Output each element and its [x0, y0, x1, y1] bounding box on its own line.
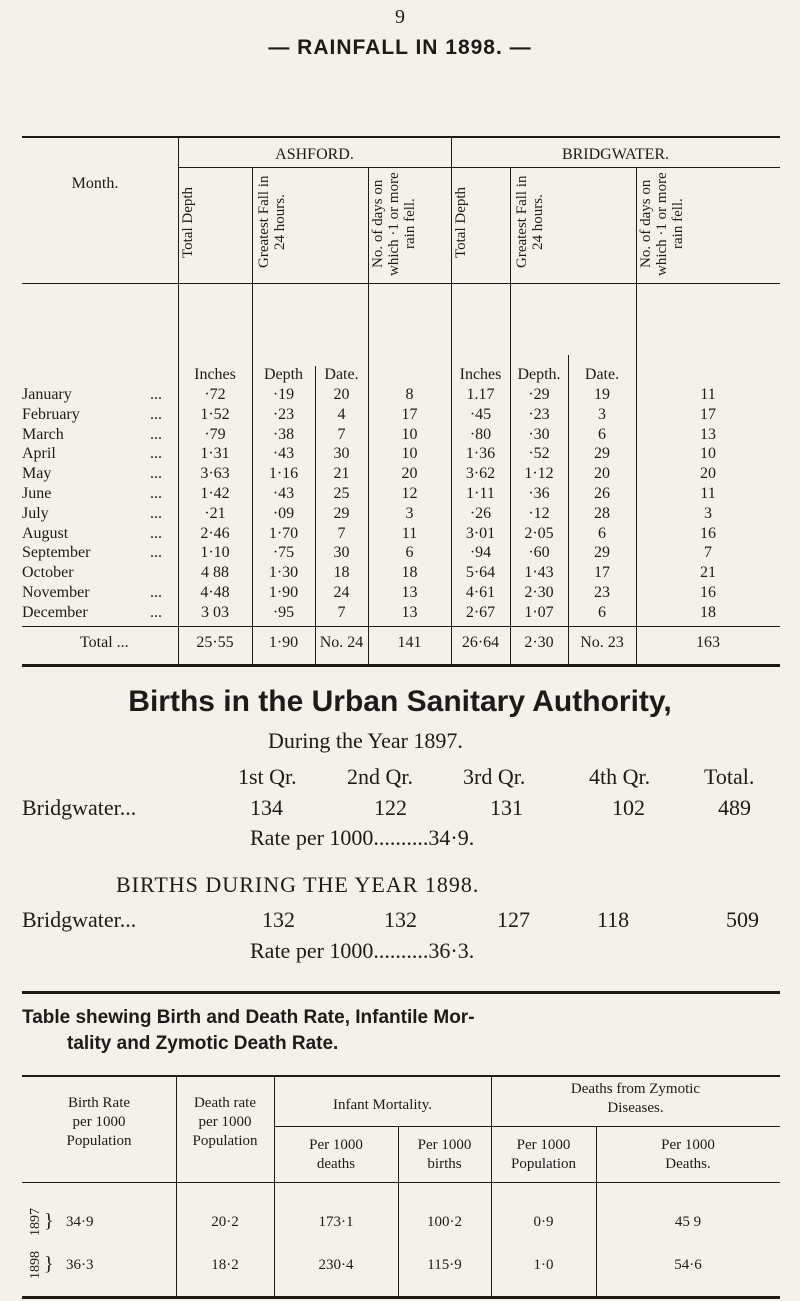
header-line: Population: [510, 1156, 576, 1172]
rain-cell-a-days: 13: [401, 584, 418, 601]
rain-cell-a-days: 20: [401, 465, 418, 483]
month-label: January: [22, 386, 72, 403]
rain-cell-a-days: 10: [401, 425, 418, 443]
rain-cell-b-date: 6: [598, 603, 606, 621]
rain-cell-b-days: 16: [700, 584, 716, 601]
col-header-total-depth: Total Depth: [453, 186, 469, 258]
rule: [22, 136, 780, 138]
rain-cell-b-total: ·45: [469, 405, 492, 423]
col-header-greatest-fall: Greatest Fall in 24 hours.: [256, 175, 288, 269]
brace: }: [44, 1210, 54, 1232]
rain-cell-b-days: 7: [704, 544, 712, 562]
rain-cell-b-days: 18: [700, 603, 716, 621]
rain-cell-a-depth: ·38: [272, 425, 295, 443]
rain-cell-a-date: 18: [333, 564, 350, 582]
rain-cell-b-total: ·26: [469, 504, 492, 522]
rate-value: 36·3: [66, 1257, 94, 1273]
rain-cell-b-total: 1.17: [466, 386, 495, 403]
rain-cell-a-days: 17: [401, 405, 418, 423]
rain-cell-b-total: 1·11: [466, 485, 495, 502]
rain-cell-b-total: 3·01: [465, 524, 496, 542]
rate-value: 173·1: [318, 1214, 354, 1230]
rain-cell-b-depth: 2·05: [524, 524, 554, 542]
rain-cell-b-date: 23: [594, 584, 610, 601]
col-header-rain-days: No. of days on which ·1 or more rain fell.: [638, 172, 686, 276]
rain-cell-b-total: 5·64: [465, 564, 496, 582]
rain-cell-b-total: 2·67: [465, 603, 496, 621]
rain-cell-a-date: 21: [333, 465, 350, 483]
header-zy-per-pop: [491, 1136, 596, 1174]
rain-cell-a-total: 3 03: [201, 603, 229, 621]
header-line: Deaths from Zymotic: [570, 1081, 701, 1097]
rain-cell-b-date: 20: [594, 465, 610, 483]
quarter-header: 3rd Qr.: [463, 764, 526, 789]
month-label: June: [22, 485, 52, 502]
month-header: Month.: [71, 175, 119, 192]
rain-cell-b-days: 13: [700, 425, 716, 443]
header-zymotic: [491, 1080, 780, 1118]
rain-cell-b-date: 29: [594, 544, 610, 562]
leader-dots: ...: [150, 603, 162, 621]
rain-cell-a-date: 7: [337, 603, 346, 621]
rain-cell-a-total: ·72: [204, 386, 226, 403]
rain-cell-b-days: 11: [700, 386, 716, 403]
births-title: Births in the Urban Sanitary Authority,: [128, 685, 672, 718]
rain-cell-b-depth: 2·30: [524, 584, 554, 601]
births-value: 102: [612, 795, 645, 820]
rain-cell-b-depth: 1·12: [524, 465, 554, 483]
rain-cell-a-depth: ·09: [272, 504, 295, 522]
births-value: 122: [374, 795, 407, 820]
rain-cell-b-days: 20: [700, 465, 716, 483]
rain-cell-b-date: 3: [598, 405, 606, 423]
rain-cell-a-depth: 1·30: [268, 564, 299, 582]
leader-dots: ...: [150, 544, 162, 562]
rain-cell-a-days: 12: [401, 485, 418, 502]
month-label: August: [22, 524, 69, 542]
rule: [178, 167, 780, 168]
station-header-ashford: ASHFORD.: [275, 146, 354, 163]
rain-cell-a-date: 30: [333, 445, 350, 463]
rain-cell-a-depth: ·43: [272, 485, 295, 502]
births-value: 134: [250, 795, 283, 820]
rain-cell-b-depth: ·23: [528, 405, 550, 423]
header-line: Birth Rate: [67, 1095, 131, 1111]
leader-dots: ...: [150, 405, 162, 423]
month-label: September: [22, 544, 91, 562]
rain-cell-b-depth: 1·43: [524, 564, 554, 582]
rain-cell-a-date: 4: [337, 405, 346, 423]
header-inf-per-deaths: [274, 1136, 398, 1174]
rate-value: 1·0: [533, 1257, 554, 1273]
rate-value: 100·2: [427, 1214, 462, 1230]
leader-dots: ...: [150, 445, 162, 463]
header-zy-per-deaths: [596, 1136, 780, 1174]
rule: [491, 1126, 780, 1127]
rain-cell-a-date: 25: [333, 485, 350, 502]
rain-cell-a-depth: ·23: [272, 405, 295, 423]
rain-cell-b-total: 1·36: [465, 445, 496, 463]
unit-label: Inches: [194, 366, 236, 383]
births-value: 132: [262, 907, 295, 932]
rate-value: 0·9: [533, 1214, 554, 1230]
rain-cell-b-total: 4·61: [465, 584, 496, 601]
brace: }: [44, 1253, 54, 1275]
header-line: per 1000: [198, 1114, 252, 1130]
total-value: 25·55: [196, 634, 234, 651]
rain-cell-b-days: 11: [700, 485, 716, 502]
rule: [22, 991, 780, 994]
rain-cell-b-depth: ·29: [528, 386, 550, 403]
births-1898-heading: BIRTHS DURING THE YEAR 1898.: [116, 872, 480, 897]
header-line: per 1000: [72, 1114, 126, 1130]
col-header-total-depth: Total Depth: [180, 186, 196, 258]
rain-cell-b-total: 3·62: [465, 465, 496, 483]
rain-cell-b-depth: ·60: [528, 544, 550, 562]
rule: [22, 664, 780, 667]
births-value: 127: [497, 907, 530, 932]
rain-cell-b-date: 6: [598, 425, 606, 443]
rain-cell-a-depth: ·19: [272, 386, 295, 403]
rain-cell-b-days: 17: [700, 405, 716, 423]
leader-dots: ...: [150, 485, 162, 502]
header-line: Per 1000: [516, 1137, 571, 1153]
month-label: November: [22, 584, 90, 601]
rain-cell-b-total: ·80: [469, 425, 492, 443]
rain-cell-a-days: 10: [401, 445, 418, 463]
rain-cell-a-total: 4 88: [201, 564, 229, 582]
rain-cell-a-depth: 1·90: [268, 584, 299, 601]
rain-cell-a-total: 1·52: [200, 405, 230, 423]
rain-cell-b-total: ·94: [469, 544, 492, 562]
births-value: 132: [384, 907, 417, 932]
year-label: 1898: [28, 1251, 43, 1279]
rain-cell-b-date: 19: [594, 386, 610, 403]
rain-cell-a-date: 30: [333, 544, 350, 562]
place-label: Bridgwater...: [22, 795, 137, 820]
unit-label: Inches: [459, 366, 502, 383]
births-value: 131: [490, 795, 523, 820]
header-line: Per 1000: [309, 1137, 363, 1153]
rain-cell-a-total: 4·48: [200, 584, 230, 601]
header-line: Population: [192, 1133, 258, 1149]
month-label: July: [22, 504, 49, 522]
total-value: 2·30: [524, 634, 554, 651]
unit-label: Date.: [324, 366, 359, 383]
total-value: 26·64: [461, 634, 500, 651]
rain-cell-a-total: 1·31: [200, 445, 230, 463]
unit-label: Depth.: [517, 366, 561, 383]
col-header-greatest-fall: Greatest Fall in 24 hours.: [514, 175, 546, 269]
header-line: Death rate: [193, 1095, 257, 1111]
rain-cell-b-days: 16: [700, 524, 716, 542]
quarter-header: 2nd Qr.: [347, 764, 413, 789]
leader-dots: ...: [150, 584, 162, 601]
birth-rate-1898: Rate per 1000..........36·3.: [250, 938, 475, 963]
quarter-header: 4th Qr.: [589, 764, 651, 789]
header-inf-per-births: [398, 1136, 491, 1174]
births-value: 118: [597, 907, 630, 932]
total-label: Total ...: [80, 634, 129, 651]
header-line: deaths: [316, 1156, 356, 1172]
unit-label: Depth: [263, 366, 304, 383]
rate-value: 20·2: [211, 1214, 239, 1230]
rain-cell-b-depth: 1·07: [524, 603, 554, 621]
rate-value: 115·9: [427, 1257, 462, 1273]
rate-value: 54·6: [674, 1257, 702, 1273]
header-line: Per 1000: [661, 1137, 715, 1153]
page-number: 9: [395, 6, 405, 28]
rule: [22, 1296, 780, 1299]
rain-cell-a-date: 7: [337, 524, 346, 542]
rule: [22, 1182, 780, 1183]
total-value: No. 23: [580, 634, 624, 651]
month-label: May: [22, 465, 52, 483]
header-line: births: [427, 1156, 462, 1172]
rain-cell-b-days: 3: [704, 504, 712, 522]
rule: [22, 626, 780, 627]
place-label: Bridgwater...: [22, 907, 137, 932]
header-death-rate: [176, 1094, 274, 1151]
rule: [274, 1126, 491, 1127]
station-header-bridgwater: BRIDGWATER.: [561, 146, 670, 163]
rain-cell-b-date: 26: [594, 485, 610, 502]
rain-cell-b-depth: ·30: [528, 425, 550, 443]
birth-rate-1897: Rate per 1000..........34·9.: [250, 825, 475, 850]
unit-label: Date.: [584, 366, 620, 383]
rain-cell-a-date: 29: [333, 504, 350, 522]
rain-cell-a-depth: 1·70: [268, 524, 299, 542]
rain-cell-a-total: 1·10: [200, 544, 230, 562]
births-value: 489: [718, 795, 751, 820]
rain-cell-a-days: 11: [401, 524, 418, 542]
rain-cell-a-depth: ·75: [272, 544, 295, 562]
leader-dots: ...: [150, 465, 162, 483]
header-infant-mortality: Infant Mortality.: [332, 1097, 432, 1113]
rain-cell-a-depth: ·43: [272, 445, 295, 463]
month-label: April: [22, 445, 56, 463]
rain-cell-a-days: 13: [401, 603, 418, 621]
rule: [22, 283, 780, 284]
rain-cell-b-depth: ·12: [528, 504, 550, 522]
rule: [22, 1075, 780, 1077]
births-during-label: During the Year 1897.: [268, 728, 463, 753]
rain-cell-a-date: 24: [333, 584, 350, 601]
rate-value: 18·2: [211, 1257, 239, 1273]
total-value: 141: [397, 634, 422, 651]
rain-cell-b-days: 10: [700, 445, 716, 463]
header-birth-rate: [22, 1094, 176, 1151]
rain-cell-a-date: 7: [337, 425, 346, 443]
rain-cell-b-depth: ·52: [528, 445, 550, 463]
leader-dots: ...: [150, 524, 162, 542]
leader-dots: ...: [150, 504, 162, 522]
quarter-header: 1st Qr.: [238, 764, 297, 789]
header-line: Per 1000: [417, 1137, 472, 1153]
rate-value: 34·9: [66, 1214, 94, 1230]
rates-table-title: tality and Zymotic Death Rate.: [67, 1033, 339, 1054]
leader-dots: ...: [150, 425, 162, 443]
rain-cell-a-days: 8: [405, 386, 414, 403]
total-value: 1·90: [268, 634, 299, 651]
leader-dots: ...: [150, 386, 162, 403]
year-label: 1897: [28, 1208, 43, 1236]
month-label: December: [22, 603, 88, 621]
rain-cell-a-total: ·21: [204, 504, 226, 522]
rainfall-title: — RAINFALL IN 1898. —: [268, 36, 532, 59]
rain-cell-a-depth: 1·16: [268, 465, 299, 483]
month-label: March: [22, 425, 64, 443]
rain-cell-a-days: 6: [405, 544, 414, 562]
rate-value: 230·4: [318, 1257, 354, 1273]
rates-table-title: Table shewing Birth and Death Rate, Infantile Mor-: [22, 1007, 475, 1028]
births-value: 509: [726, 907, 759, 932]
month-label: October: [22, 564, 74, 582]
rain-cell-b-date: 17: [594, 564, 610, 582]
header-line: Deaths.: [665, 1156, 711, 1172]
rain-cell-a-days: 3: [405, 504, 414, 522]
rain-cell-b-date: 6: [598, 524, 606, 542]
rain-cell-b-days: 21: [700, 564, 716, 582]
rain-cell-a-total: 2·46: [200, 524, 230, 542]
rain-cell-a-total: 1·42: [200, 485, 230, 502]
total-value: 163: [696, 634, 720, 651]
rate-value: 45 9: [674, 1214, 702, 1230]
header-line: Population: [66, 1133, 132, 1149]
rain-cell-b-date: 28: [594, 504, 610, 522]
quarter-header: Total.: [704, 764, 755, 789]
rain-cell-a-depth: ·95: [272, 603, 295, 621]
rain-cell-a-total: 3·63: [200, 465, 230, 483]
rain-cell-a-date: 20: [333, 386, 350, 403]
total-value: No. 24: [319, 634, 364, 651]
rain-cell-a-days: 18: [401, 564, 418, 582]
col-header-rain-days: No. of days on which ·1 or more rain fell.: [370, 172, 418, 276]
month-label: February: [22, 405, 80, 423]
header-line: Diseases.: [607, 1100, 664, 1116]
rain-cell-b-date: 29: [594, 445, 610, 463]
rain-cell-b-depth: ·36: [528, 485, 550, 502]
rain-cell-a-total: ·79: [204, 425, 226, 443]
